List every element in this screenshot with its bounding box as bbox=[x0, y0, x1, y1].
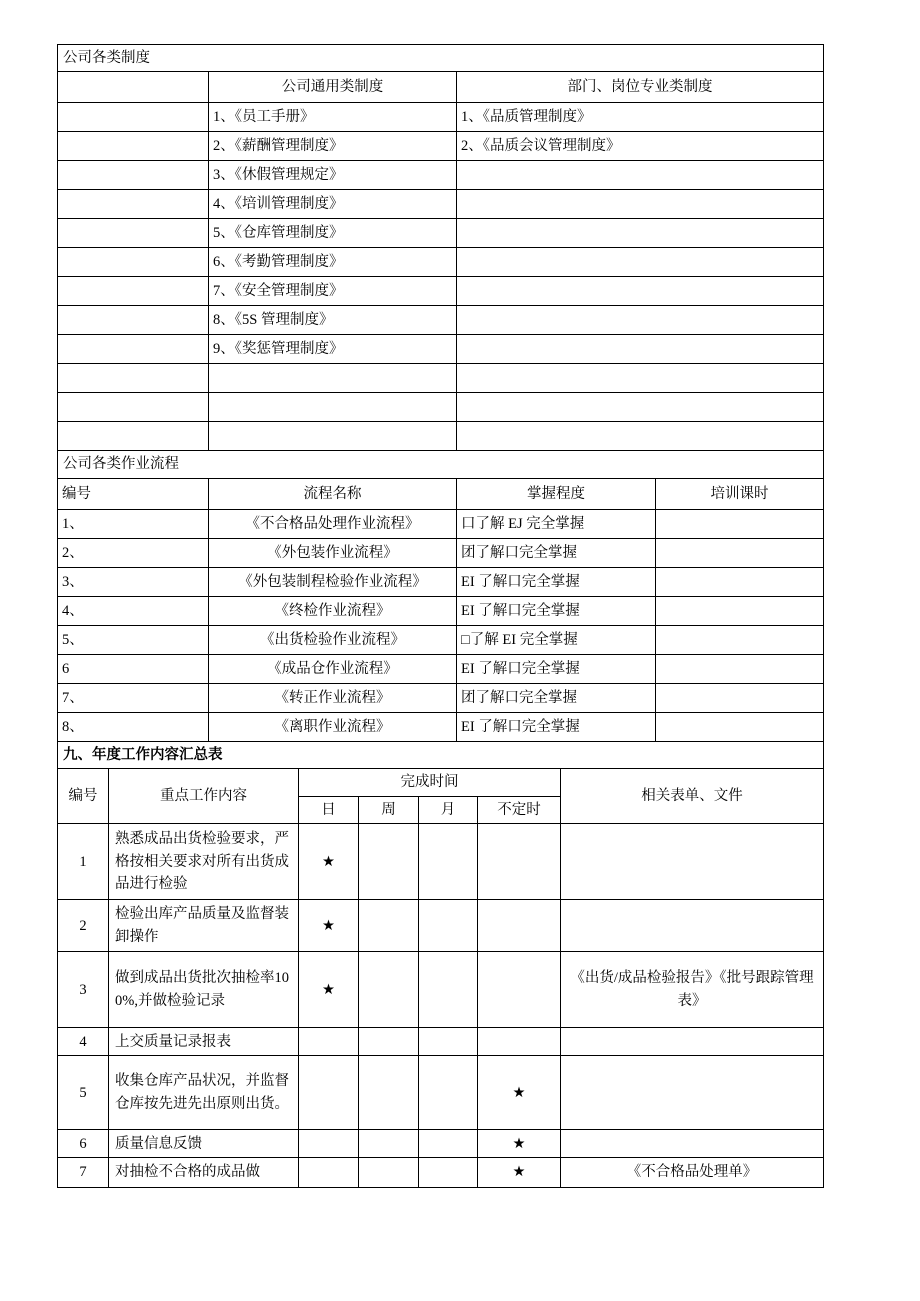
table-row bbox=[58, 1130, 824, 1158]
cell-training-hours bbox=[656, 625, 824, 654]
company-policies-table bbox=[57, 44, 824, 451]
section2-header-mastery: 掌握程度 bbox=[457, 478, 656, 509]
cell-training-hours bbox=[656, 596, 824, 625]
cell-mastery-level: 团了解口完全掌握 bbox=[457, 538, 656, 567]
cell-dept-policy bbox=[457, 161, 824, 190]
cell-general-policy: 3、《休假管理规定》 bbox=[209, 161, 457, 190]
table-row-empty bbox=[58, 364, 824, 393]
cell-mastery-level: EI 了解口完全掌握 bbox=[457, 596, 656, 625]
section1-header-blank bbox=[58, 72, 209, 103]
cell-work-content: 检验出库产品质量及监督装卸操作 bbox=[109, 900, 299, 952]
cell-work-content: 上交质量记录报表 bbox=[109, 1028, 299, 1056]
document-body bbox=[57, 44, 823, 1188]
table-row bbox=[58, 219, 824, 248]
cell-irregular-mark bbox=[478, 952, 561, 1028]
cell-irregular-mark: ★ bbox=[478, 1130, 561, 1158]
cell-process-no: 1、 bbox=[58, 509, 209, 538]
section3-header-completion-time: 完成时间 bbox=[299, 769, 561, 796]
cell-process-name: 《出货检验作业流程》 bbox=[209, 625, 457, 654]
cell-general-policy: 5、《仓库管理制度》 bbox=[209, 219, 457, 248]
section3-header-week: 周 bbox=[359, 796, 419, 823]
cell-blank bbox=[457, 364, 824, 393]
cell-process-no: 2、 bbox=[58, 538, 209, 567]
cell-work-content: 质量信息反馈 bbox=[109, 1130, 299, 1158]
section2-header-hours: 培训课时 bbox=[656, 478, 824, 509]
cell-row-no: 6 bbox=[58, 1130, 109, 1158]
table-row bbox=[58, 900, 824, 952]
cell-blank bbox=[58, 132, 209, 161]
cell-day-mark bbox=[299, 1130, 359, 1158]
cell-general-policy: 4、《培训管理制度》 bbox=[209, 190, 457, 219]
cell-month-mark bbox=[419, 900, 478, 952]
cell-training-hours bbox=[656, 567, 824, 596]
section2-header-name: 流程名称 bbox=[209, 478, 457, 509]
cell-mastery-level: 口了解 EJ 完全掌握 bbox=[457, 509, 656, 538]
cell-dept-policy bbox=[457, 277, 824, 306]
cell-blank bbox=[209, 422, 457, 451]
section3-header-month: 月 bbox=[419, 796, 478, 823]
cell-general-policy: 7、《安全管理制度》 bbox=[209, 277, 457, 306]
table-row bbox=[58, 161, 824, 190]
table-row bbox=[58, 1028, 824, 1056]
section2-label: 公司各类作业流程 bbox=[58, 451, 824, 478]
cell-blank bbox=[58, 219, 209, 248]
cell-blank bbox=[209, 364, 457, 393]
cell-day-mark bbox=[299, 1158, 359, 1187]
cell-related-documents bbox=[561, 1056, 824, 1130]
cell-training-hours bbox=[656, 683, 824, 712]
section1-header-row bbox=[58, 72, 824, 103]
cell-process-name: 《转正作业流程》 bbox=[209, 683, 457, 712]
cell-blank bbox=[58, 190, 209, 219]
cell-day-mark: ★ bbox=[299, 952, 359, 1028]
cell-work-content: 熟悉成品出货检验要求，严格按相关要求对所有出货成品进行检验 bbox=[109, 824, 299, 900]
cell-dept-policy bbox=[457, 248, 824, 277]
cell-row-no: 1 bbox=[58, 824, 109, 900]
cell-dept-policy bbox=[457, 335, 824, 364]
cell-general-policy: 2、《薪酬管理制度》 bbox=[209, 132, 457, 161]
cell-mastery-level: EI 了解口完全掌握 bbox=[457, 567, 656, 596]
table-row bbox=[58, 567, 824, 596]
table-row bbox=[58, 306, 824, 335]
table-row bbox=[58, 248, 824, 277]
cell-process-name: 《离职作业流程》 bbox=[209, 712, 457, 741]
table-row bbox=[58, 538, 824, 567]
work-processes-table bbox=[57, 450, 824, 741]
cell-dept-policy bbox=[457, 306, 824, 335]
cell-day-mark bbox=[299, 1028, 359, 1056]
cell-mastery-level: □了解 EI 完全掌握 bbox=[457, 625, 656, 654]
cell-related-documents bbox=[561, 1130, 824, 1158]
table-row bbox=[58, 596, 824, 625]
cell-work-content: 收集仓库产品状况，并监督仓库按先进先出原则出货。 bbox=[109, 1056, 299, 1130]
table-row bbox=[58, 683, 824, 712]
cell-week-mark bbox=[359, 1158, 419, 1187]
table-row bbox=[58, 132, 824, 161]
cell-mastery-level: EI 了解口完全掌握 bbox=[457, 712, 656, 741]
cell-related-documents bbox=[561, 824, 824, 900]
cell-row-no: 4 bbox=[58, 1028, 109, 1056]
cell-dept-policy bbox=[457, 190, 824, 219]
cell-row-no: 3 bbox=[58, 952, 109, 1028]
cell-day-mark bbox=[299, 1056, 359, 1130]
cell-process-no: 3、 bbox=[58, 567, 209, 596]
section3-header-no: 编号 bbox=[58, 769, 109, 824]
section1-label: 公司各类制度 bbox=[58, 45, 824, 72]
section2-header-no: 编号 bbox=[58, 478, 209, 509]
cell-blank bbox=[58, 306, 209, 335]
cell-day-mark: ★ bbox=[299, 824, 359, 900]
section1-header-general: 公司通用类制度 bbox=[209, 72, 457, 103]
annual-work-summary-table bbox=[57, 741, 824, 1188]
table-row bbox=[58, 824, 824, 900]
cell-related-documents bbox=[561, 1028, 824, 1056]
cell-process-name: 《不合格品处理作业流程》 bbox=[209, 509, 457, 538]
cell-row-no: 7 bbox=[58, 1158, 109, 1187]
cell-irregular-mark: ★ bbox=[478, 1158, 561, 1187]
table-row bbox=[58, 103, 824, 132]
table-row bbox=[58, 509, 824, 538]
cell-irregular-mark bbox=[478, 824, 561, 900]
cell-row-no: 5 bbox=[58, 1056, 109, 1130]
cell-general-policy: 6、《考勤管理制度》 bbox=[209, 248, 457, 277]
cell-irregular-mark bbox=[478, 900, 561, 952]
cell-dept-policy bbox=[457, 219, 824, 248]
table-row bbox=[58, 335, 824, 364]
cell-blank bbox=[58, 248, 209, 277]
cell-blank bbox=[58, 161, 209, 190]
cell-training-hours bbox=[656, 509, 824, 538]
cell-month-mark bbox=[419, 824, 478, 900]
cell-week-mark bbox=[359, 1056, 419, 1130]
cell-dept-policy: 2、《品质会议管理制度》 bbox=[457, 132, 824, 161]
cell-related-documents bbox=[561, 900, 824, 952]
cell-day-mark: ★ bbox=[299, 900, 359, 952]
cell-month-mark bbox=[419, 1028, 478, 1056]
cell-blank bbox=[457, 422, 824, 451]
section1-label-row bbox=[58, 45, 824, 72]
table-row bbox=[58, 277, 824, 306]
table-row-empty bbox=[58, 422, 824, 451]
cell-related-documents: 《出货/成品检验报告》《批号跟踪管理表》 bbox=[561, 952, 824, 1028]
cell-general-policy: 8、《5S 管理制度》 bbox=[209, 306, 457, 335]
cell-related-documents: 《不合格品处理单》 bbox=[561, 1158, 824, 1187]
cell-blank bbox=[58, 277, 209, 306]
section3-header-content: 重点工作内容 bbox=[109, 769, 299, 824]
cell-general-policy: 1、《员工手册》 bbox=[209, 103, 457, 132]
cell-irregular-mark bbox=[478, 1028, 561, 1056]
cell-mastery-level: EI 了解口完全掌握 bbox=[457, 654, 656, 683]
cell-blank bbox=[58, 103, 209, 132]
cell-process-no: 4、 bbox=[58, 596, 209, 625]
cell-process-name: 《成品仓作业流程》 bbox=[209, 654, 457, 683]
cell-blank bbox=[457, 393, 824, 422]
cell-blank bbox=[58, 364, 209, 393]
cell-work-content: 做到成品出货批次抽检率100%,并做检验记录 bbox=[109, 952, 299, 1028]
cell-general-policy: 9、《奖惩管理制度》 bbox=[209, 335, 457, 364]
section2-header-row bbox=[58, 478, 824, 509]
table-row bbox=[58, 1056, 824, 1130]
cell-mastery-level: 团了解口完全掌握 bbox=[457, 683, 656, 712]
cell-irregular-mark: ★ bbox=[478, 1056, 561, 1130]
cell-week-mark bbox=[359, 900, 419, 952]
cell-month-mark bbox=[419, 952, 478, 1028]
cell-training-hours bbox=[656, 538, 824, 567]
cell-week-mark bbox=[359, 952, 419, 1028]
section3-title-row bbox=[58, 741, 824, 768]
table-row bbox=[58, 625, 824, 654]
cell-process-name: 《外包装制程检验作业流程》 bbox=[209, 567, 457, 596]
table-row bbox=[58, 654, 824, 683]
cell-process-no: 8、 bbox=[58, 712, 209, 741]
cell-training-hours bbox=[656, 654, 824, 683]
section2-label-row bbox=[58, 451, 824, 478]
cell-blank bbox=[58, 393, 209, 422]
section1-header-dept: 部门、岗位专业类制度 bbox=[457, 72, 824, 103]
cell-process-no: 5、 bbox=[58, 625, 209, 654]
cell-week-mark bbox=[359, 1130, 419, 1158]
cell-process-no: 7、 bbox=[58, 683, 209, 712]
section3-header-documents: 相关表单、文件 bbox=[561, 769, 824, 824]
section3-header-irregular: 不定时 bbox=[478, 796, 561, 823]
table-row bbox=[58, 952, 824, 1028]
cell-month-mark bbox=[419, 1158, 478, 1187]
cell-blank bbox=[58, 422, 209, 451]
page-title: 九、年度工作内容汇总表 bbox=[58, 741, 824, 768]
cell-dept-policy: 1、《品质管理制度》 bbox=[457, 103, 824, 132]
cell-week-mark bbox=[359, 1028, 419, 1056]
cell-row-no: 2 bbox=[58, 900, 109, 952]
cell-month-mark bbox=[419, 1130, 478, 1158]
section3-header-day: 日 bbox=[299, 796, 359, 823]
cell-month-mark bbox=[419, 1056, 478, 1130]
cell-work-content: 对抽检不合格的成品做 bbox=[109, 1158, 299, 1187]
cell-process-name: 《外包装作业流程》 bbox=[209, 538, 457, 567]
cell-process-no: 6 bbox=[58, 654, 209, 683]
cell-blank bbox=[209, 393, 457, 422]
table-row bbox=[58, 712, 824, 741]
table-row bbox=[58, 190, 824, 219]
cell-training-hours bbox=[656, 712, 824, 741]
cell-week-mark bbox=[359, 824, 419, 900]
table-row-empty bbox=[58, 393, 824, 422]
table-row bbox=[58, 1158, 824, 1187]
cell-blank bbox=[58, 335, 209, 364]
cell-process-name: 《终检作业流程》 bbox=[209, 596, 457, 625]
section3-header-row-top bbox=[58, 769, 824, 796]
